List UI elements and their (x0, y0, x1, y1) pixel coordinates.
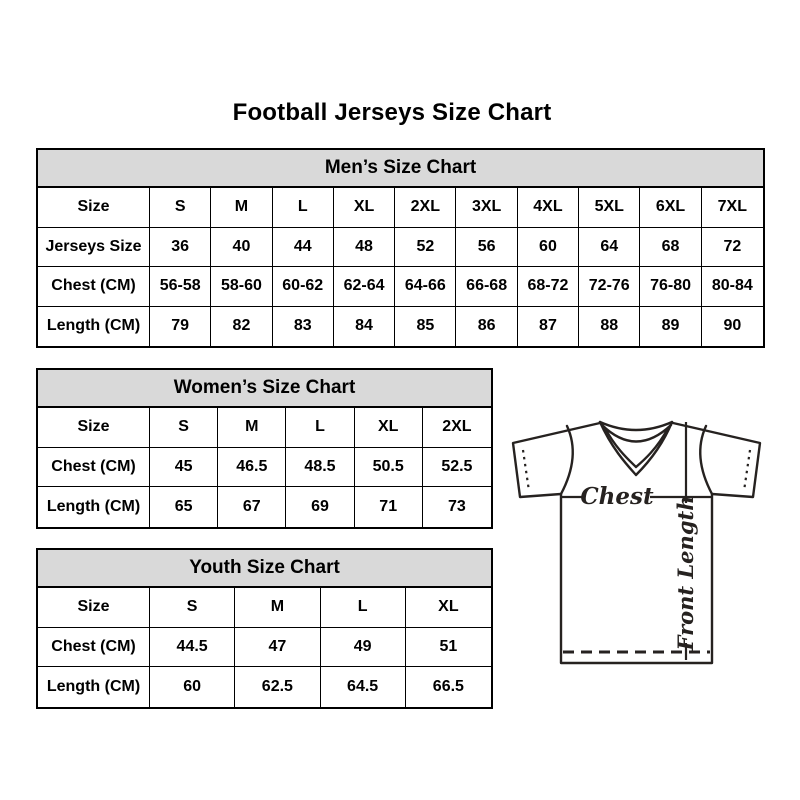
value-cell: XL (334, 188, 395, 227)
value-cell: 6XL (640, 188, 701, 227)
value-cell: 46.5 (218, 448, 286, 487)
table-header-row (38, 588, 491, 628)
value-cell: 68 (640, 228, 701, 267)
value-cell: L (321, 588, 406, 627)
value-cell: 64.5 (321, 667, 406, 707)
value-cell: 2XL (442, 418, 472, 436)
value-cell: 52 (395, 228, 456, 267)
value-cell: 62.5 (235, 667, 320, 707)
value-cell: 58-60 (211, 267, 272, 306)
row-label-cell: Length (CM) (38, 667, 150, 707)
value-cell: 2XL (395, 188, 456, 227)
value-cell: 36 (150, 228, 211, 267)
value-cell: M (211, 188, 272, 227)
value-cell: XL (355, 408, 423, 447)
value-cell: 44 (273, 228, 334, 267)
value-cell: 40 (211, 228, 272, 267)
value-cell: 3XL (456, 188, 517, 227)
value-cell: S (150, 588, 235, 627)
front-length-label: Front Length (673, 495, 698, 651)
table-row (38, 228, 763, 268)
value-cell: 84 (334, 307, 395, 347)
table-row (38, 487, 491, 527)
table-row (38, 267, 763, 307)
value-cell: M (218, 408, 286, 447)
value-cell: 86 (456, 307, 517, 347)
jersey-measurement-diagram (500, 408, 770, 673)
value-cell: 68-72 (518, 267, 579, 306)
table-row (38, 628, 491, 668)
table-title: Men’s Size Chart (38, 150, 763, 188)
value-cell: 80-84 (711, 277, 753, 295)
table-header-row (38, 408, 491, 448)
left-cuff-stitch-line (523, 450, 529, 491)
row-label-cell: Size (38, 408, 150, 447)
value-cell: 52.5 (441, 457, 473, 475)
value-cell: 48.5 (286, 448, 354, 487)
value-cell: 7XL (717, 198, 747, 216)
value-cell: 60 (150, 667, 235, 707)
value-cell: 71 (355, 487, 423, 527)
row-label-cell: Chest (CM) (38, 628, 150, 667)
value-cell: S (150, 408, 218, 447)
row-label-cell: Size (38, 188, 150, 227)
value-cell: 64 (579, 228, 640, 267)
chest-label: Chest (580, 483, 654, 510)
value-cell: 85 (395, 307, 456, 347)
value-cell: 44.5 (150, 628, 235, 667)
value-cell: 50.5 (355, 448, 423, 487)
value-cell: 89 (640, 307, 701, 347)
value-cell: 87 (518, 307, 579, 347)
row-label-cell: Jerseys Size (38, 228, 150, 267)
value-cell: 47 (235, 628, 320, 667)
value-cell: 90 (723, 317, 742, 335)
jersey-right-armhole (700, 426, 712, 494)
table-title: Women’s Size Chart (38, 370, 491, 408)
value-cell: 66.5 (432, 677, 464, 695)
value-cell: 60-62 (273, 267, 334, 306)
mens-size-table (36, 148, 765, 348)
value-cell: 4XL (518, 188, 579, 227)
value-cell: 66-68 (456, 267, 517, 306)
table-row (38, 448, 491, 488)
row-label-cell: Length (CM) (38, 307, 150, 347)
table-title: Youth Size Chart (38, 550, 491, 588)
row-label-cell: Chest (CM) (38, 267, 150, 306)
value-cell: 62-64 (334, 267, 395, 306)
value-cell: 45 (150, 448, 218, 487)
table-row (38, 667, 491, 707)
value-cell: 56 (456, 228, 517, 267)
value-cell: 60 (518, 228, 579, 267)
row-label-cell: Chest (CM) (38, 448, 150, 487)
value-cell: 72 (723, 237, 742, 255)
value-cell: 51 (439, 637, 458, 655)
right-cuff-stitch-line (744, 450, 750, 491)
table-header-row (38, 188, 763, 228)
value-cell: 64-66 (395, 267, 456, 306)
value-cell: 83 (273, 307, 334, 347)
value-cell: 5XL (579, 188, 640, 227)
value-cell: XL (438, 598, 459, 616)
row-label-cell: Size (38, 588, 150, 627)
row-label-cell: Length (CM) (38, 487, 150, 527)
value-cell: 82 (211, 307, 272, 347)
value-cell: 56-58 (150, 267, 211, 306)
page-title: Football Jerseys Size Chart (232, 99, 552, 126)
value-cell: S (150, 188, 211, 227)
jersey-left-armhole (561, 426, 573, 494)
table-row (38, 307, 763, 347)
value-cell: 49 (321, 628, 406, 667)
value-cell: 69 (286, 487, 354, 527)
value-cell: 72-76 (579, 267, 640, 306)
value-cell: 67 (218, 487, 286, 527)
womens-size-table (36, 368, 493, 529)
value-cell: 88 (579, 307, 640, 347)
value-cell: 48 (334, 228, 395, 267)
value-cell: L (273, 188, 334, 227)
value-cell: 65 (150, 487, 218, 527)
value-cell: 76-80 (640, 267, 701, 306)
value-cell: 79 (150, 307, 211, 347)
youth-size-table (36, 548, 493, 709)
value-cell: M (235, 588, 320, 627)
value-cell: 73 (447, 497, 466, 515)
value-cell: L (286, 408, 354, 447)
